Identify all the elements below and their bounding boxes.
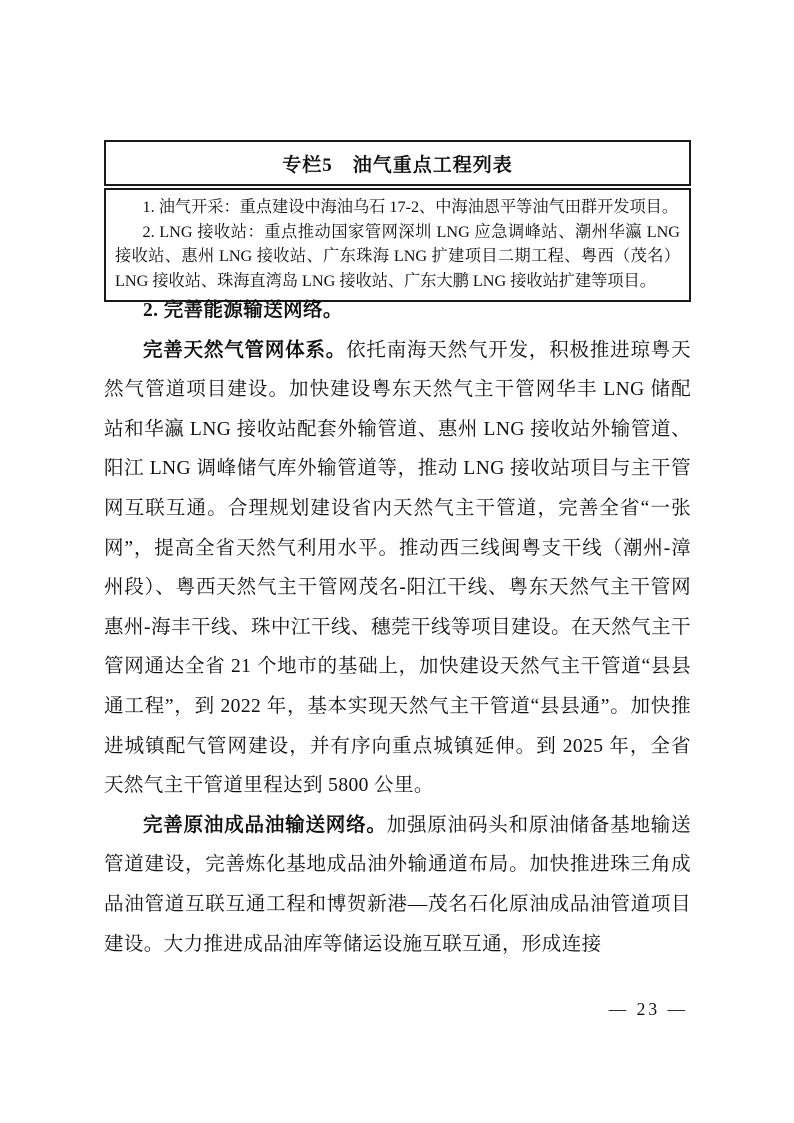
page-number: — 23 — xyxy=(608,999,688,1019)
column-box-item-1: 1. 油气开采：重点建设中海油乌石 17-2、中海油恩平等油气田群开发项目。 xyxy=(142,198,679,216)
paragraph-gas-network-text: 依托南海天然气开发，积极推进琼粤天然气管道项目建设。加快建设粤东天然气主干管网华丰 LNG 储配站和华瀛 LNG 接收站配套外输管道、惠州 LNG 接收站外输管道、阳江 LNG 调峰储气库外输管道等，推动 LNG 接收站项目与主干管网互联互通。合理规划建设省内天然气主干管道，完善全省“一张网”，提高全省天然气利用水平。推动西三线闽粤支干线（潮州-漳州段）、粤西天然气主干管网茂名-阳江干线、粤东天然气主干管网惠州-海丰干线、珠中江干线、穗莞干线等项目建设。在天然气主干管网通达全省 21 个地市的基础上，加快建设天然气主干管道“县县通工程”，到 2022 年，基本实现天然气主干管道“县县通”。加快推进城镇配气管网建设，并有序向重点城镇延伸。到 2025 年，全省天然气主干管道里程达到 5800 公里。 xyxy=(104,339,691,797)
column-box-title: 专栏5 油气重点工程列表 xyxy=(104,140,691,186)
section-heading: 2. 完善能源输送网络。 xyxy=(143,300,343,321)
paragraph-gas-network-lead: 完善天然气管网体系。 xyxy=(143,339,347,361)
paragraph-oil-network xyxy=(104,806,691,964)
column-box-body xyxy=(104,188,691,302)
column-box xyxy=(104,140,691,302)
paragraph-oil-network-lead: 完善原油成品油输送网络。 xyxy=(143,814,387,836)
paragraph-gas-network xyxy=(104,331,691,806)
column-box-item-2: 2. LNG 接收站：重点推动国家管网深圳 LNG 应急调峰站、潮州华瀛 LNG 接收站、惠州 LNG 接收站、广东珠海 LNG 扩建项目二期工程、粤西（茂名）LNG 接收站、珠海直湾岛 LNG 接收站、广东大鹏 LNG 接收站扩建等项目。 xyxy=(115,222,680,290)
body-text xyxy=(104,291,691,964)
paragraph-oil-network-text: 加强原油码头和原油储备基地输送管道建设，完善炼化基地成品油外输通道布局。加快推进珠三角成品油管道互联互通工程和博贺新港—茂名石化原油成品油管道项目建设。大力推进成品油库等储运设施互联互通，形成连接 xyxy=(104,814,691,955)
